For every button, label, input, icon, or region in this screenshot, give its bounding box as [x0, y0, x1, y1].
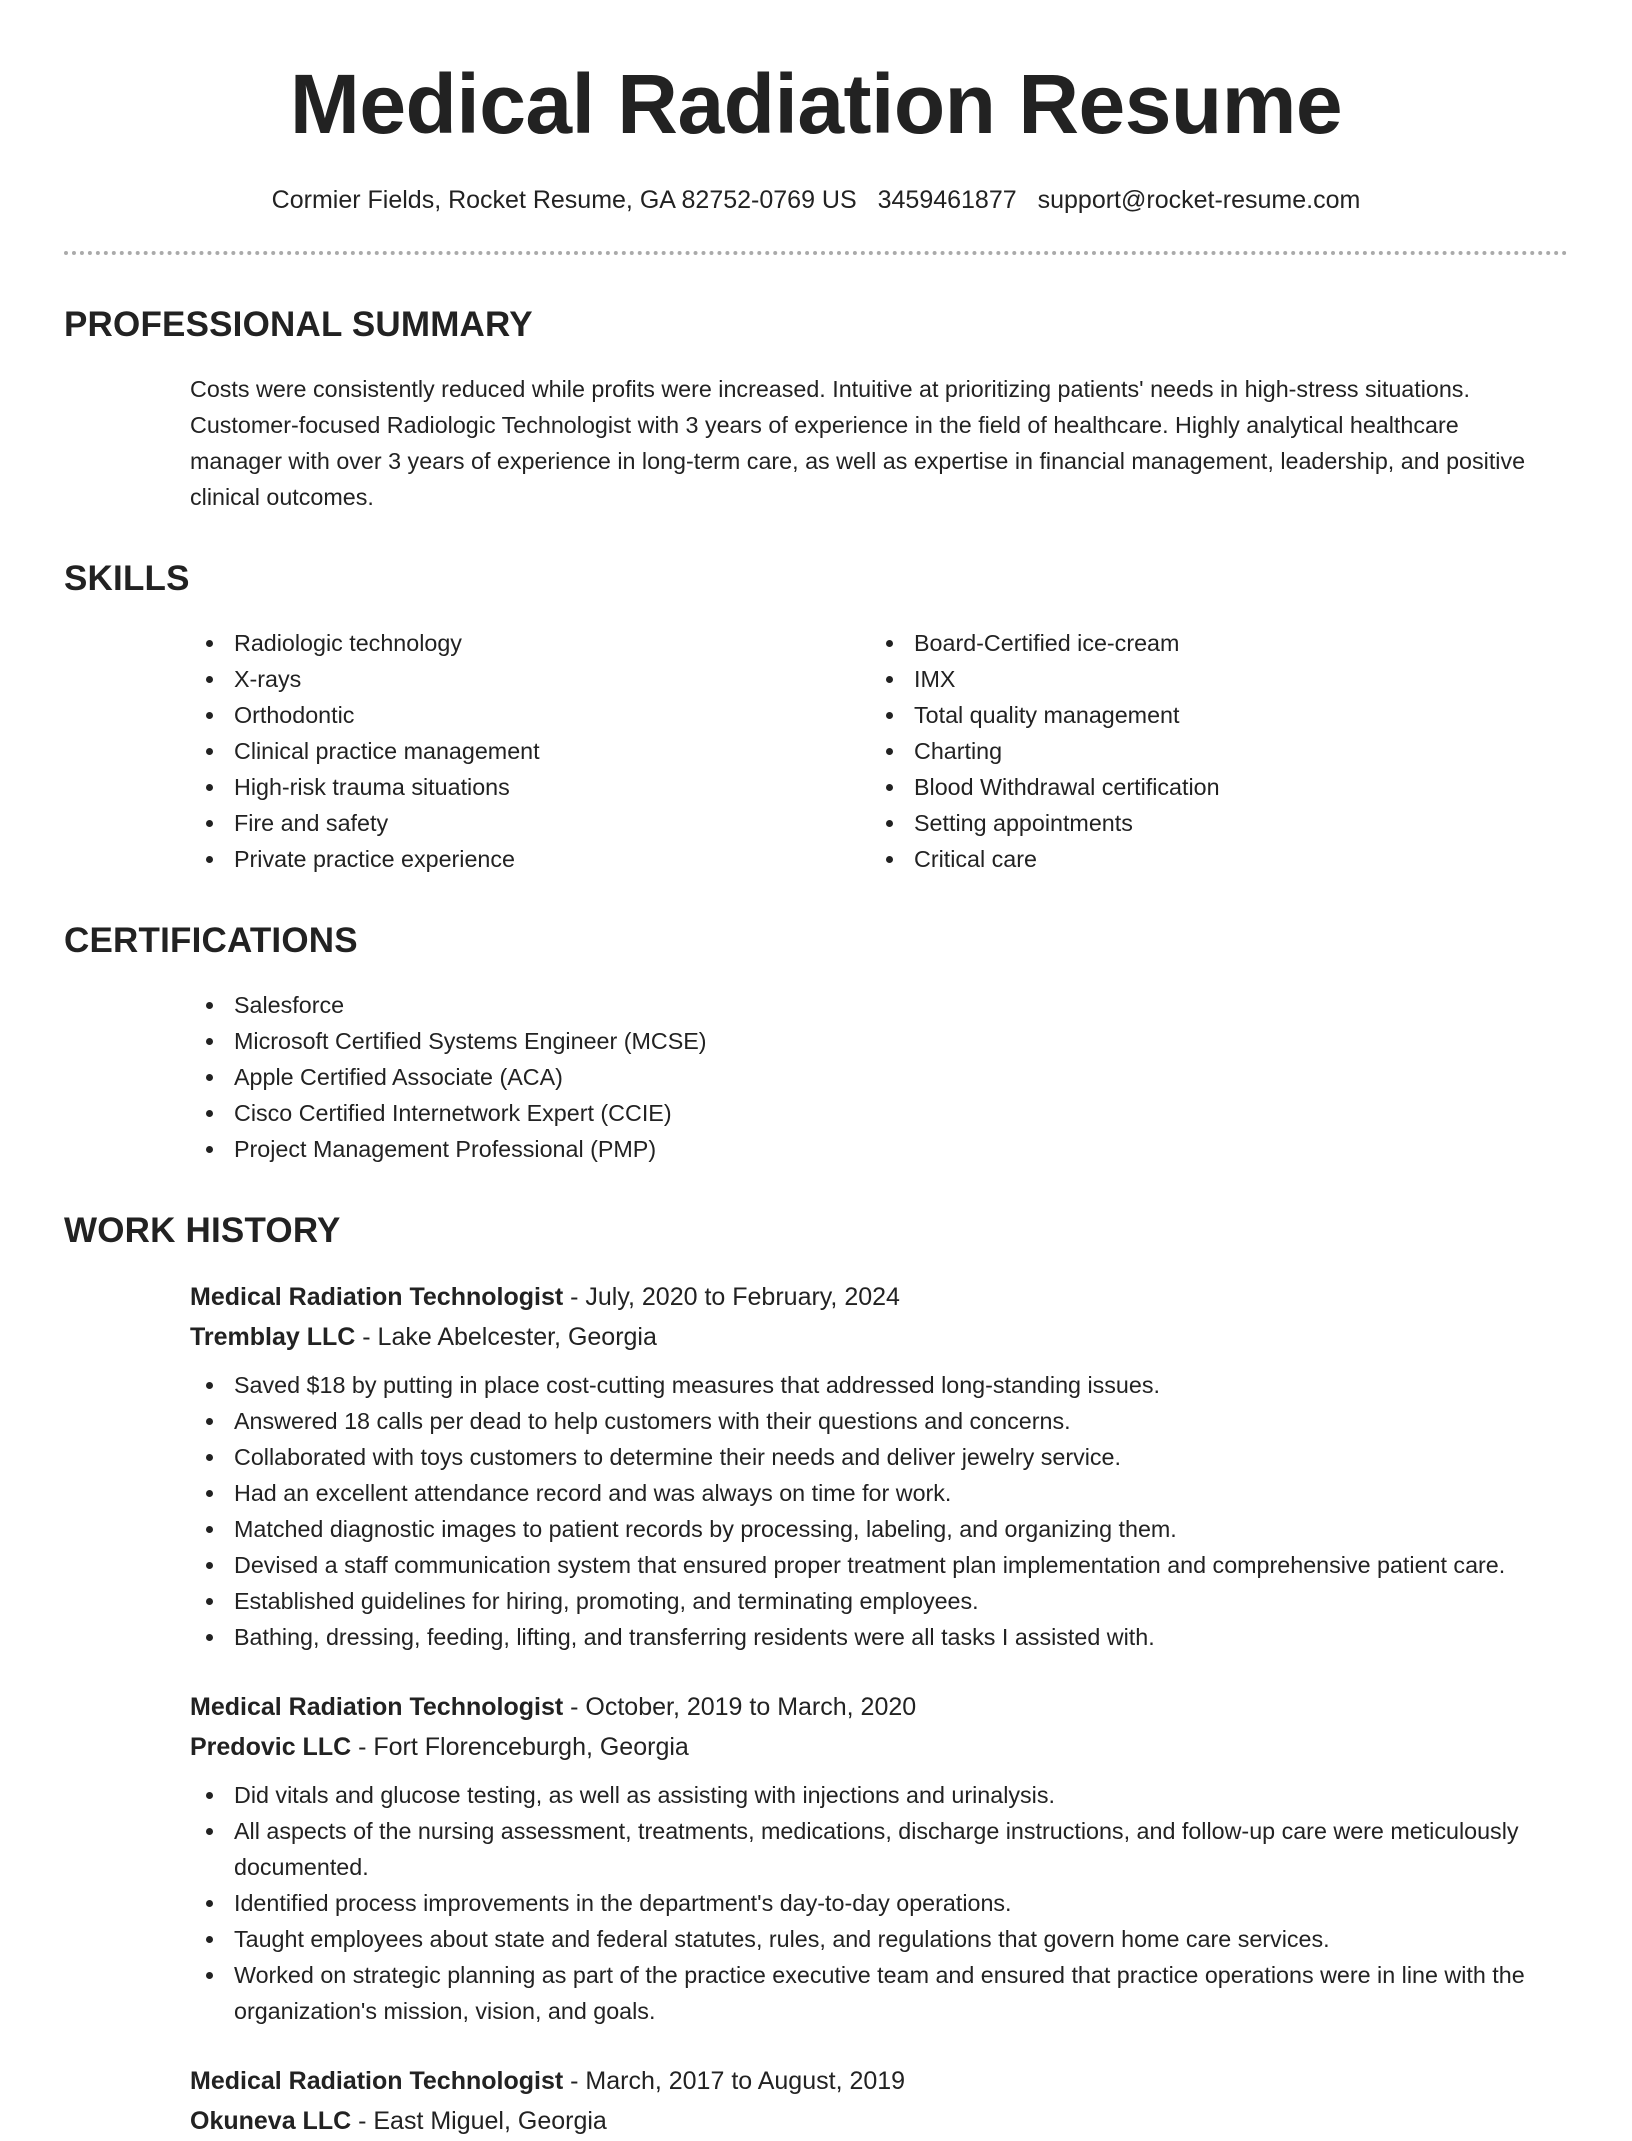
certification-item: Project Management Professional (PMP) — [190, 1131, 1568, 1167]
job-company-line — [190, 1727, 1568, 1767]
job-duties-list — [190, 1777, 1568, 2029]
contact-address: Cormier Fields, Rocket Resume, GA 82752-0769 US — [271, 186, 857, 214]
job-duty: Taught employees about state and federal statutes, rules, and regulations that govern home care services. — [190, 1921, 1568, 1957]
job-duty: All aspects of the nursing assessment, treatments, medications, discharge instructions, and follow-up care were meticulously documented. — [190, 1813, 1568, 1885]
certifications-body — [64, 987, 1568, 1167]
job-company: Tremblay LLC — [190, 1323, 356, 1351]
job-duty: Did vitals and glucose testing, as well as assisting with injections and urinalysis. — [190, 1777, 1568, 1813]
job-duty: Matched diagnostic images to patient records by processing, labeling, and organizing them. — [190, 1511, 1568, 1547]
job-duty: Had an excellent attendance record and was always on time for work. — [190, 1475, 1568, 1511]
certifications-list — [190, 987, 1568, 1167]
skills-left-list — [190, 625, 870, 877]
job-entry — [190, 2061, 1568, 2141]
job-duty: Saved $18 by putting in place cost-cutting measures that addressed long-standing issues. — [190, 1367, 1568, 1403]
skill-item: High-risk trauma situations — [190, 769, 870, 805]
job-role: Medical Radiation Technologist — [190, 2067, 564, 2095]
job-dates: - October, 2019 to March, 2020 — [563, 1693, 917, 1721]
job-title-line — [190, 2061, 1568, 2101]
skill-item: Fire and safety — [190, 805, 870, 841]
job-company: Okuneva LLC — [190, 2107, 352, 2135]
job-duty: Bathing, dressing, feeding, lifting, and transferring residents were all tasks I assisted with. — [190, 1619, 1568, 1655]
job-duty: Devised a staff communication system that ensured proper treatment plan implementation and comprehensive patient care. — [190, 1547, 1568, 1583]
skill-item: Blood Withdrawal certification — [870, 769, 1550, 805]
job-duty: Worked on strategic planning as part of the practice executive team and ensured that practice operations were in line with the organization's mission, vision, and goals. — [190, 1957, 1568, 2029]
resume-title: Medical Radiation Resume — [289, 57, 1343, 151]
work-history-body — [64, 1277, 1568, 2141]
skill-item: X-rays — [190, 661, 870, 697]
skill-item: Total quality management — [870, 697, 1550, 733]
skill-item: Clinical practice management — [190, 733, 870, 769]
skill-item: Setting appointments — [870, 805, 1550, 841]
certification-item: Cisco Certified Internetwork Expert (CCIE) — [190, 1095, 1568, 1131]
job-company: Predovic LLC — [190, 1733, 352, 1761]
contact-phone: 3459461877 — [877, 186, 1017, 214]
summary-text: Costs were consistently reduced while profits were increased. Intuitive at prioritizing patients' needs in high-stress situations. Customer-focused Radiologic Technologist with 3 years of experience in the field of healthcare. Highly analytical healthcare manager with over 3 years of experience in long-term care, as well as expertise in financial management, leadership, and positive clinical outcomes. — [190, 376, 1526, 510]
job-location: - Lake Abelcester, Georgia — [355, 1323, 657, 1351]
section-title-certifications: CERTIFICATIONS — [64, 921, 358, 960]
job-role: Medical Radiation Technologist — [190, 1283, 564, 1311]
section-title-skills: SKILLS — [64, 559, 190, 598]
skill-item: Charting — [870, 733, 1550, 769]
contact-line — [64, 186, 1568, 215]
work-history-section — [64, 1211, 1568, 2141]
job-dates: - March, 2017 to August, 2019 — [563, 2067, 906, 2095]
skill-item: Radiologic technology — [190, 625, 870, 661]
summary-section — [64, 305, 1568, 515]
skill-item: IMX — [870, 661, 1550, 697]
skill-item: Orthodontic — [190, 697, 870, 733]
section-title-work-history: WORK HISTORY — [64, 1211, 341, 1250]
job-company-line — [190, 1317, 1568, 1357]
skill-item: Critical care — [870, 841, 1550, 877]
certification-item: Salesforce — [190, 987, 1568, 1023]
job-location: - Fort Florenceburgh, Georgia — [351, 1733, 689, 1761]
section-title-summary: PROFESSIONAL SUMMARY — [64, 305, 533, 344]
job-duty: Answered 18 calls per dead to help customers with their questions and concerns. — [190, 1403, 1568, 1439]
job-title-line — [190, 1277, 1568, 1317]
job-duty: Identified process improvements in the department's day-to-day operations. — [190, 1885, 1568, 1921]
job-duty: Collaborated with toys customers to determine their needs and deliver jewelry service. — [190, 1439, 1568, 1475]
job-role: Medical Radiation Technologist — [190, 1693, 564, 1721]
skills-right-list — [870, 625, 1550, 877]
skills-section — [64, 559, 1568, 877]
job-entry — [190, 1687, 1568, 2029]
skill-item: Private practice experience — [190, 841, 870, 877]
skill-item: Board-Certified ice-cream — [870, 625, 1550, 661]
job-location: - East Miguel, Georgia — [351, 2107, 607, 2135]
job-title-line — [190, 1687, 1568, 1727]
certifications-section — [64, 921, 1568, 1167]
skills-grid — [64, 625, 1568, 877]
contact-email: support@rocket-resume.com — [1037, 186, 1361, 214]
job-company-line — [190, 2101, 1568, 2141]
certification-item: Microsoft Certified Systems Engineer (MCSE) — [190, 1023, 1568, 1059]
header-divider — [64, 251, 1568, 255]
job-duty: Established guidelines for hiring, promoting, and terminating employees. — [190, 1583, 1568, 1619]
job-dates: - July, 2020 to February, 2024 — [563, 1283, 900, 1311]
job-entry — [190, 1277, 1568, 1655]
certification-item: Apple Certified Associate (ACA) — [190, 1059, 1568, 1095]
job-duties-list — [190, 1367, 1568, 1655]
